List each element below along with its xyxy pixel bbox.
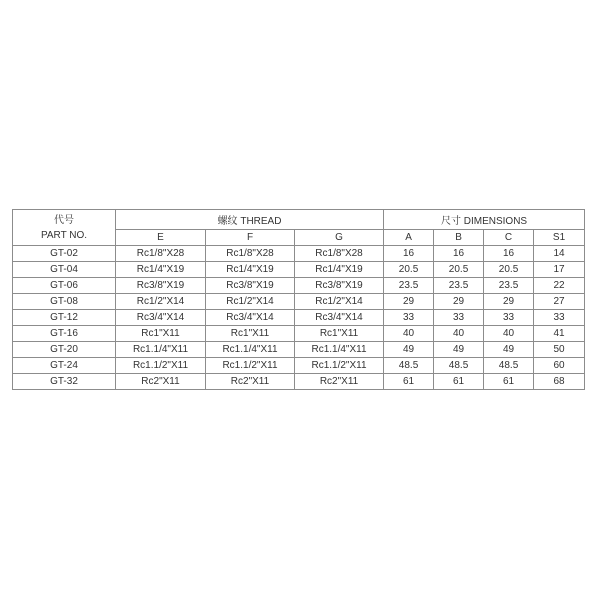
dim-b-cell: 16 (434, 246, 484, 262)
dim-s1-cell: 68 (534, 374, 585, 390)
dim-c-cell: 48.5 (484, 358, 534, 374)
dim-a-cell: 49 (384, 342, 434, 358)
col-header-a: A (384, 230, 434, 246)
table-row (13, 278, 585, 294)
thread-g-cell: Rc2"X11 (295, 374, 384, 390)
table-row (13, 374, 585, 390)
dim-a-cell: 33 (384, 310, 434, 326)
dim-s1-cell: 60 (534, 358, 585, 374)
col-header-b: B (434, 230, 484, 246)
part-number-cell: GT-32 (13, 374, 116, 390)
part-number-cell: GT-20 (13, 342, 116, 358)
dim-s1-cell: 22 (534, 278, 585, 294)
dim-b-cell: 29 (434, 294, 484, 310)
thread-e-cell: Rc2"X11 (116, 374, 206, 390)
thread-f-cell: Rc1/2"X14 (206, 294, 295, 310)
table-row (13, 326, 585, 342)
col-header-s1: S1 (534, 230, 585, 246)
part-number-cell: GT-08 (13, 294, 116, 310)
thread-e-cell: Rc1/2"X14 (116, 294, 206, 310)
dim-a-cell: 48.5 (384, 358, 434, 374)
col-header-g: G (295, 230, 384, 246)
col-header-c: C (484, 230, 534, 246)
thread-f-cell: Rc1/8"X28 (206, 246, 295, 262)
dim-c-cell: 49 (484, 342, 534, 358)
thread-e-cell: Rc3/8"X19 (116, 278, 206, 294)
part-number-cell: GT-24 (13, 358, 116, 374)
thread-g-cell: Rc3/8"X19 (295, 278, 384, 294)
part-number-cell: GT-02 (13, 246, 116, 262)
dim-b-cell: 61 (434, 374, 484, 390)
dim-c-cell: 33 (484, 310, 534, 326)
dim-c-cell: 29 (484, 294, 534, 310)
thread-f-cell: Rc3/8"X19 (206, 278, 295, 294)
dim-b-cell: 40 (434, 326, 484, 342)
thread-g-cell: Rc3/4"X14 (295, 310, 384, 326)
header-row-top (13, 210, 585, 230)
thread-f-cell: Rc1"X11 (206, 326, 295, 342)
thread-e-cell: Rc1.1/4"X11 (116, 342, 206, 358)
thread-f-cell: Rc1/4"X19 (206, 262, 295, 278)
thread-e-cell: Rc1"X11 (116, 326, 206, 342)
dim-s1-cell: 14 (534, 246, 585, 262)
thread-g-cell: Rc1.1/4"X11 (295, 342, 384, 358)
table-row (13, 246, 585, 262)
thread-g-cell: Rc1/2"X14 (295, 294, 384, 310)
part-header-en: PART NO. (40, 229, 88, 241)
thread-f-cell: Rc3/4"X14 (206, 310, 295, 326)
dimensions-table (12, 209, 585, 390)
dim-a-cell: 40 (384, 326, 434, 342)
dim-s1-cell: 33 (534, 310, 585, 326)
dim-c-cell: 16 (484, 246, 534, 262)
dim-a-cell: 16 (384, 246, 434, 262)
dim-s1-cell: 27 (534, 294, 585, 310)
col-header-e: E (116, 230, 206, 246)
part-number-cell: GT-16 (13, 326, 116, 342)
thread-g-cell: Rc1"X11 (295, 326, 384, 342)
part-number-header (13, 210, 116, 246)
table-row (13, 262, 585, 278)
dim-c-cell: 61 (484, 374, 534, 390)
table-row (13, 294, 585, 310)
dimensions-header: 尺寸 DIMENSIONS (384, 210, 585, 230)
dim-b-cell: 48.5 (434, 358, 484, 374)
dim-a-cell: 23.5 (384, 278, 434, 294)
part-number-cell: GT-04 (13, 262, 116, 278)
dim-s1-cell: 17 (534, 262, 585, 278)
thread-g-cell: Rc1/8"X28 (295, 246, 384, 262)
table-row (13, 310, 585, 326)
dim-a-cell: 20.5 (384, 262, 434, 278)
thread-f-cell: Rc2"X11 (206, 374, 295, 390)
thread-f-cell: Rc1.1/4"X11 (206, 342, 295, 358)
dim-a-cell: 29 (384, 294, 434, 310)
table-row (13, 342, 585, 358)
thread-g-cell: Rc1/4"X19 (295, 262, 384, 278)
dim-c-cell: 40 (484, 326, 534, 342)
dim-s1-cell: 41 (534, 326, 585, 342)
thread-e-cell: Rc1/4"X19 (116, 262, 206, 278)
col-header-f: F (206, 230, 295, 246)
part-header-cn: 代号 (54, 214, 74, 226)
thread-e-cell: Rc3/4"X14 (116, 310, 206, 326)
part-number-cell: GT-12 (13, 310, 116, 326)
table-row (13, 358, 585, 374)
dim-b-cell: 49 (434, 342, 484, 358)
dim-a-cell: 61 (384, 374, 434, 390)
thread-g-cell: Rc1.1/2"X11 (295, 358, 384, 374)
dim-b-cell: 23.5 (434, 278, 484, 294)
dim-b-cell: 33 (434, 310, 484, 326)
dim-s1-cell: 50 (534, 342, 585, 358)
thread-e-cell: Rc1/8"X28 (116, 246, 206, 262)
part-number-cell: GT-06 (13, 278, 116, 294)
dim-c-cell: 20.5 (484, 262, 534, 278)
dim-b-cell: 20.5 (434, 262, 484, 278)
thread-e-cell: Rc1.1/2"X11 (116, 358, 206, 374)
thread-header: 螺纹 THREAD (116, 210, 384, 230)
thread-f-cell: Rc1.1/2"X11 (206, 358, 295, 374)
dim-c-cell: 23.5 (484, 278, 534, 294)
